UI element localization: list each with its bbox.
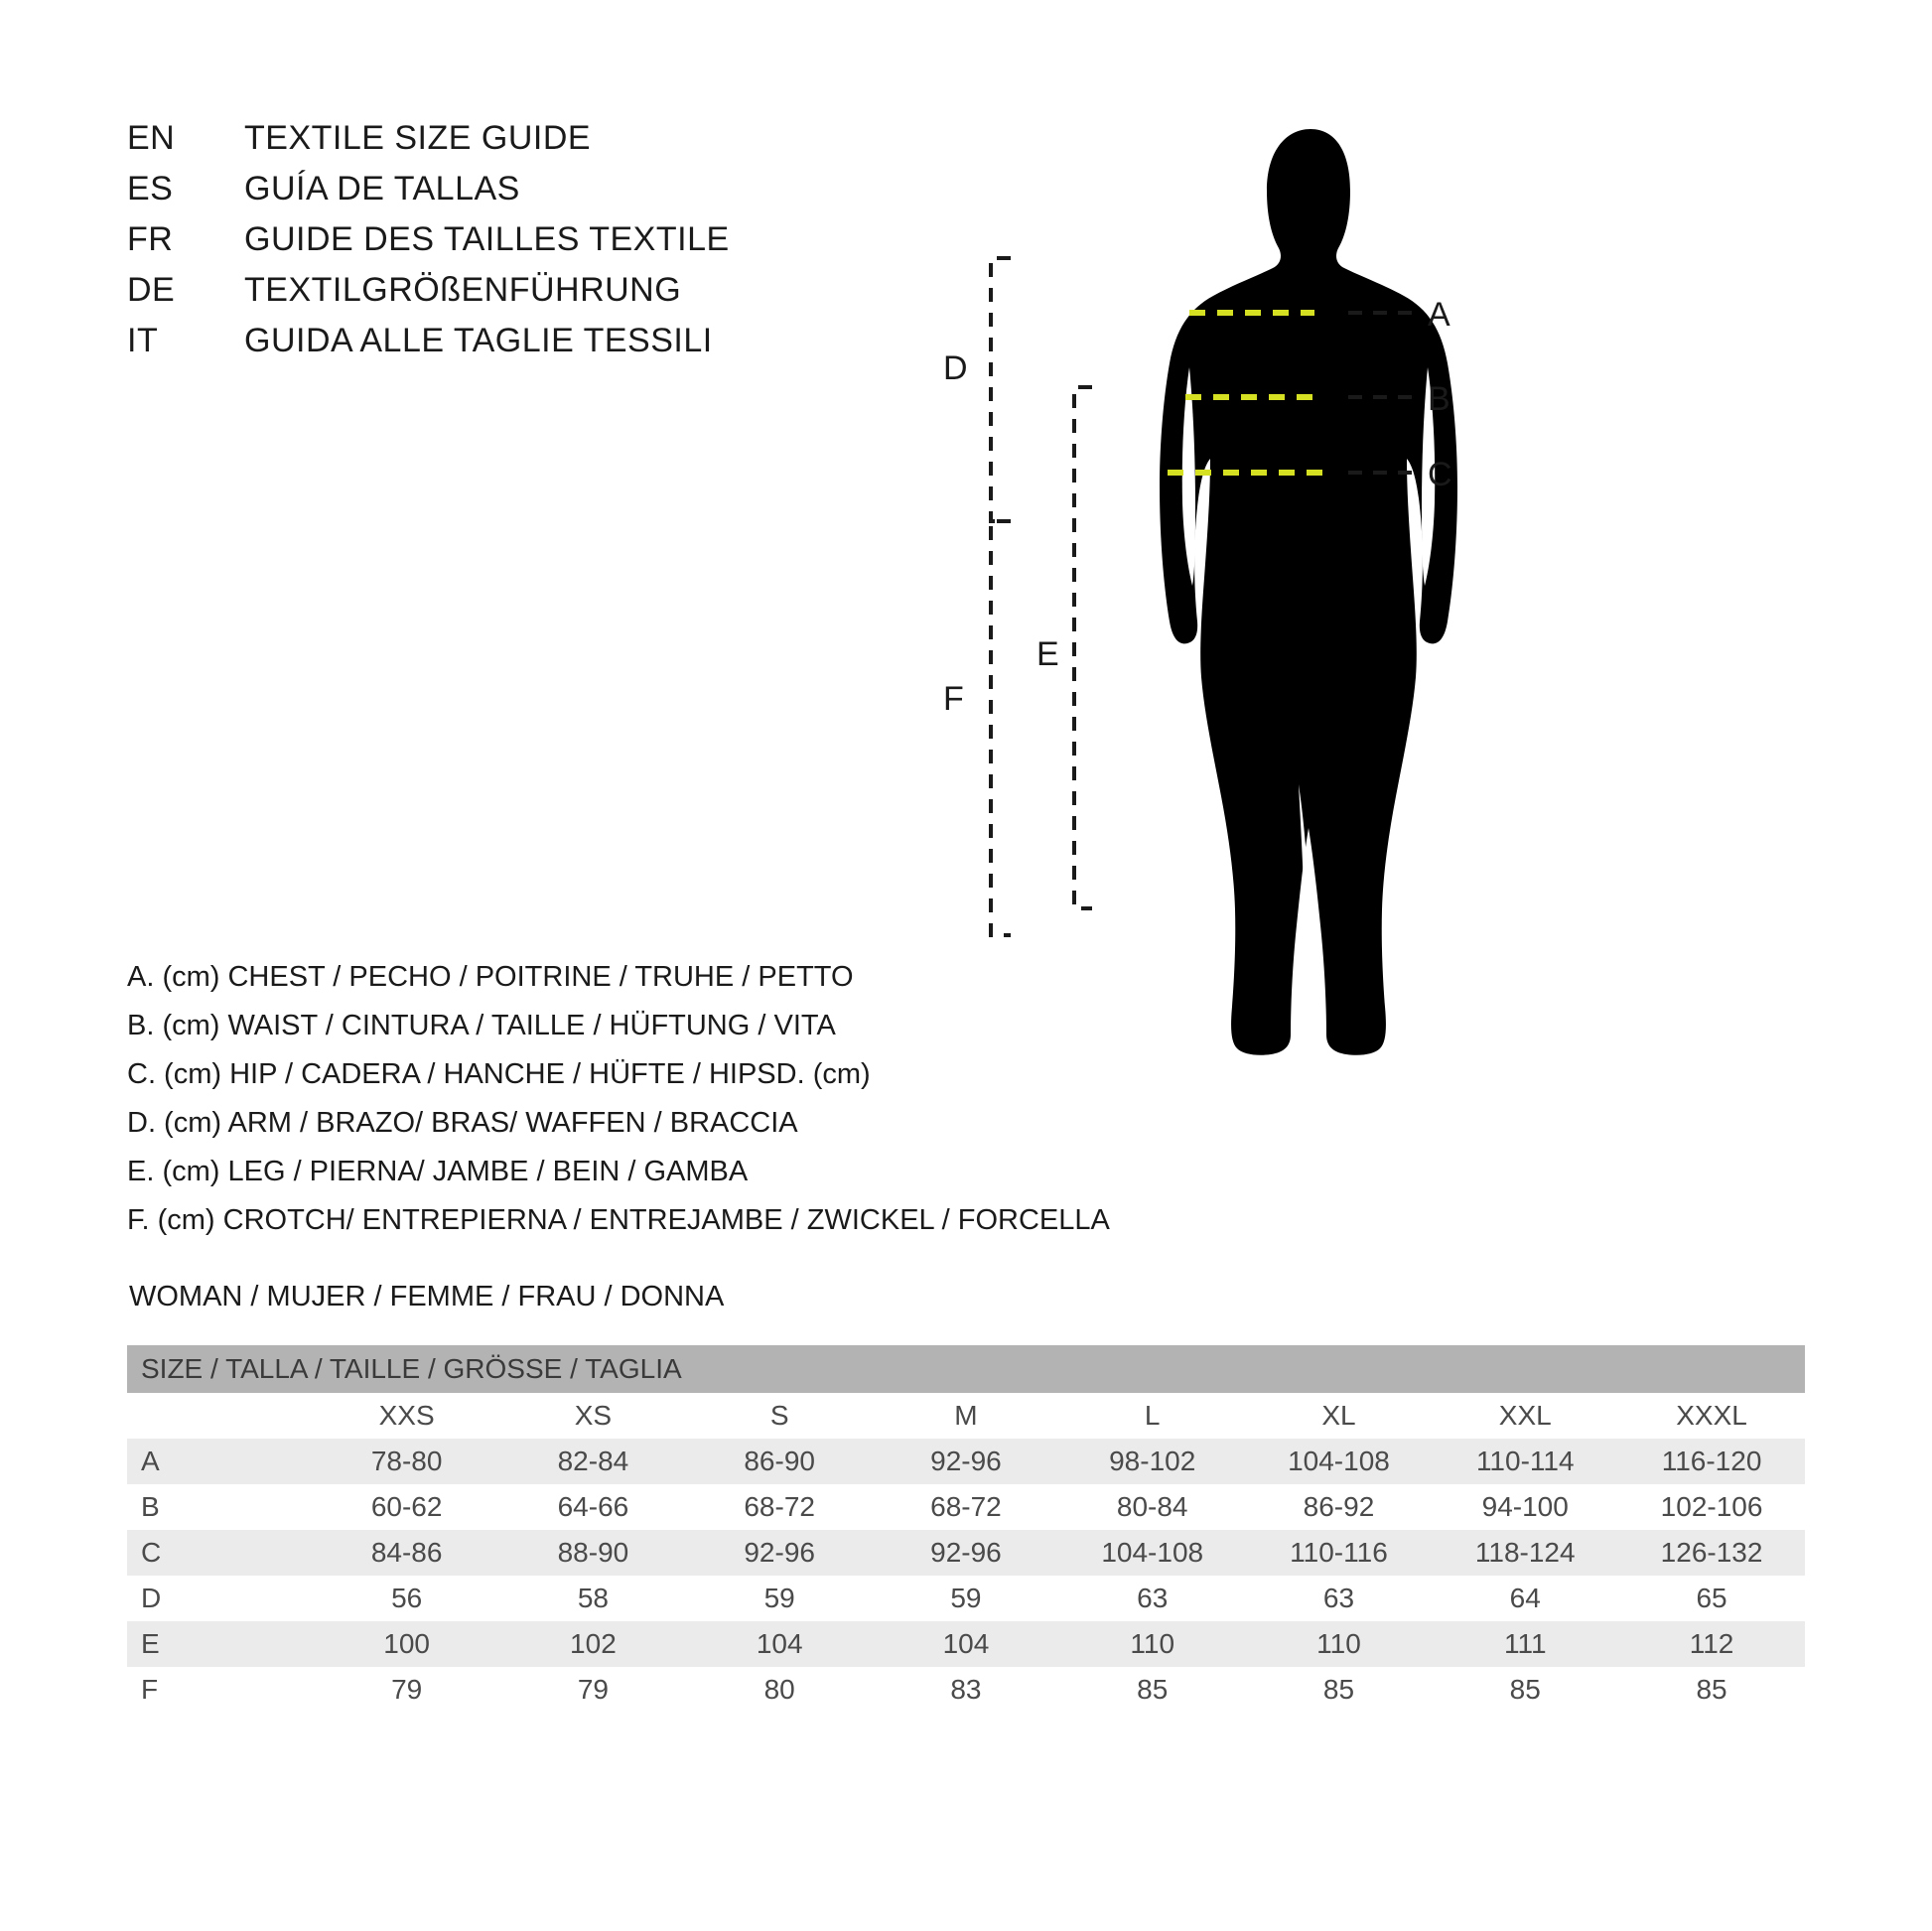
cell-b-xs: 64-66 — [500, 1484, 687, 1530]
cell-c-xs: 88-90 — [500, 1530, 687, 1576]
size-header-xxxl: XXXL — [1618, 1393, 1805, 1439]
cell-a-xxl: 110-114 — [1432, 1439, 1618, 1484]
cell-b-l: 80-84 — [1059, 1484, 1246, 1530]
title-text-en: TEXTILE SIZE GUIDE — [244, 119, 592, 157]
bracket-f — [991, 521, 1011, 935]
cell-e-m: 104 — [873, 1621, 1059, 1667]
title-lang-en: EN — [127, 119, 176, 157]
table-row — [127, 1439, 1805, 1484]
cell-b-s: 68-72 — [686, 1484, 873, 1530]
cell-c-xxxl: 126-132 — [1618, 1530, 1805, 1576]
marker-label-f: F — [943, 680, 964, 718]
cell-a-xl: 104-108 — [1246, 1439, 1433, 1484]
title-row — [127, 271, 882, 322]
row-key-b: B — [127, 1484, 314, 1530]
cell-d-m: 59 — [873, 1576, 1059, 1621]
table-row — [127, 1484, 1805, 1530]
cell-a-xs: 82-84 — [500, 1439, 687, 1484]
title-lang-es: ES — [127, 170, 174, 207]
title-block — [127, 119, 882, 372]
cell-e-xxxl: 112 — [1618, 1621, 1805, 1667]
marker-label-b: B — [1428, 380, 1450, 418]
table-row-sizes — [127, 1393, 1805, 1439]
cell-b-xl: 86-92 — [1246, 1484, 1433, 1530]
cell-b-xxl: 94-100 — [1432, 1484, 1618, 1530]
size-header-xs: XS — [500, 1393, 687, 1439]
cell-f-xxl: 85 — [1432, 1667, 1618, 1713]
cell-f-xxxl: 85 — [1618, 1667, 1805, 1713]
legend-row-d: D. (cm) ARM / BRAZO/ BRAS/ WAFFEN / BRACCIA — [127, 1107, 798, 1139]
row-key-d: D — [127, 1576, 314, 1621]
cell-f-s: 80 — [686, 1667, 873, 1713]
cell-e-xxs: 100 — [314, 1621, 500, 1667]
cell-e-l: 110 — [1059, 1621, 1246, 1667]
title-text-it: GUIDA ALLE TAGLIE TESSILI — [244, 322, 713, 359]
title-text-es: GUÍA DE TALLAS — [244, 170, 520, 207]
cell-e-xxl: 111 — [1432, 1621, 1618, 1667]
title-text-fr: GUIDE DES TAILLES TEXTILE — [244, 220, 730, 258]
title-lang-fr: FR — [127, 220, 174, 258]
cell-f-xxs: 79 — [314, 1667, 500, 1713]
cell-f-xs: 79 — [500, 1667, 687, 1713]
cell-a-xxxl: 116-120 — [1618, 1439, 1805, 1484]
legend-row-e: E. (cm) LEG / PIERNA/ JAMBE / BEIN / GAMBA — [127, 1156, 749, 1187]
cell-f-xl: 85 — [1246, 1667, 1433, 1713]
marker-label-e: E — [1036, 635, 1059, 673]
legend-block — [127, 953, 1239, 1245]
marker-label-c: C — [1428, 456, 1452, 493]
table-row — [127, 1576, 1805, 1621]
cell-d-l: 63 — [1059, 1576, 1246, 1621]
size-table — [127, 1345, 1805, 1713]
cell-b-m: 68-72 — [873, 1484, 1059, 1530]
marker-label-d: D — [943, 349, 968, 387]
cell-c-m: 92-96 — [873, 1530, 1059, 1576]
row-key-c: C — [127, 1530, 314, 1576]
row-key-f: F — [127, 1667, 314, 1713]
cell-c-s: 92-96 — [686, 1530, 873, 1576]
size-header-l: L — [1059, 1393, 1246, 1439]
title-lang-it: IT — [127, 322, 159, 359]
table-header-band — [127, 1345, 1805, 1393]
title-row — [127, 220, 882, 271]
cell-d-xxs: 56 — [314, 1576, 500, 1621]
cell-e-xs: 102 — [500, 1621, 687, 1667]
cell-d-xxl: 64 — [1432, 1576, 1618, 1621]
cell-c-l: 104-108 — [1059, 1530, 1246, 1576]
size-header-xxs: XXS — [314, 1393, 500, 1439]
cell-f-m: 83 — [873, 1667, 1059, 1713]
size-header-s: S — [686, 1393, 873, 1439]
cell-d-s: 59 — [686, 1576, 873, 1621]
size-header-xl: XL — [1246, 1393, 1433, 1439]
cell-c-xl: 110-116 — [1246, 1530, 1433, 1576]
cell-d-xxxl: 65 — [1618, 1576, 1805, 1621]
bracket-d — [991, 258, 1011, 521]
cell-e-xl: 110 — [1246, 1621, 1433, 1667]
table-row — [127, 1667, 1805, 1713]
legend-row-c: C. (cm) HIP / CADERA / HANCHE / HÜFTE / HIPSD. (cm) — [127, 1058, 871, 1090]
size-header-m: M — [873, 1393, 1059, 1439]
bracket-e — [1074, 387, 1092, 908]
category-label: WOMAN / MUJER / FEMME / FRAU / DONNA — [129, 1281, 725, 1312]
cell-b-xxxl: 102-106 — [1618, 1484, 1805, 1530]
title-row — [127, 322, 882, 372]
cell-a-s: 86-90 — [686, 1439, 873, 1484]
cell-b-xxs: 60-62 — [314, 1484, 500, 1530]
cell-d-xl: 63 — [1246, 1576, 1433, 1621]
cell-a-xxs: 78-80 — [314, 1439, 500, 1484]
size-header-xxl: XXL — [1432, 1393, 1618, 1439]
cell-a-m: 92-96 — [873, 1439, 1059, 1484]
legend-row-b: B. (cm) WAIST / CINTURA / TAILLE / HÜFTUNG / VITA — [127, 1010, 836, 1041]
row-key-a: A — [127, 1439, 314, 1484]
table-row — [127, 1530, 1805, 1576]
legend-row-a: A. (cm) CHEST / PECHO / POITRINE / TRUHE / PETTO — [127, 961, 854, 993]
table-header-band-label: SIZE / TALLA / TAILLE / GRÖSSE / TAGLIA — [127, 1345, 1805, 1393]
title-row — [127, 119, 882, 170]
marker-label-a: A — [1428, 296, 1450, 334]
title-row — [127, 170, 882, 220]
size-row-key — [127, 1393, 314, 1439]
cell-d-xs: 58 — [500, 1576, 687, 1621]
row-key-e: E — [127, 1621, 314, 1667]
legend-row-f: F. (cm) CROTCH/ ENTREPIERNA / ENTREJAMBE / ZWICKEL / FORCELLA — [127, 1204, 1110, 1236]
title-lang-de: DE — [127, 271, 176, 309]
cell-e-s: 104 — [686, 1621, 873, 1667]
title-text-de: TEXTILGRÖßENFÜHRUNG — [244, 271, 682, 309]
cell-c-xxl: 118-124 — [1432, 1530, 1618, 1576]
cell-f-l: 85 — [1059, 1667, 1246, 1713]
cell-a-l: 98-102 — [1059, 1439, 1246, 1484]
table-row — [127, 1621, 1805, 1667]
cell-c-xxs: 84-86 — [314, 1530, 500, 1576]
female-silhouette — [1160, 129, 1457, 1055]
